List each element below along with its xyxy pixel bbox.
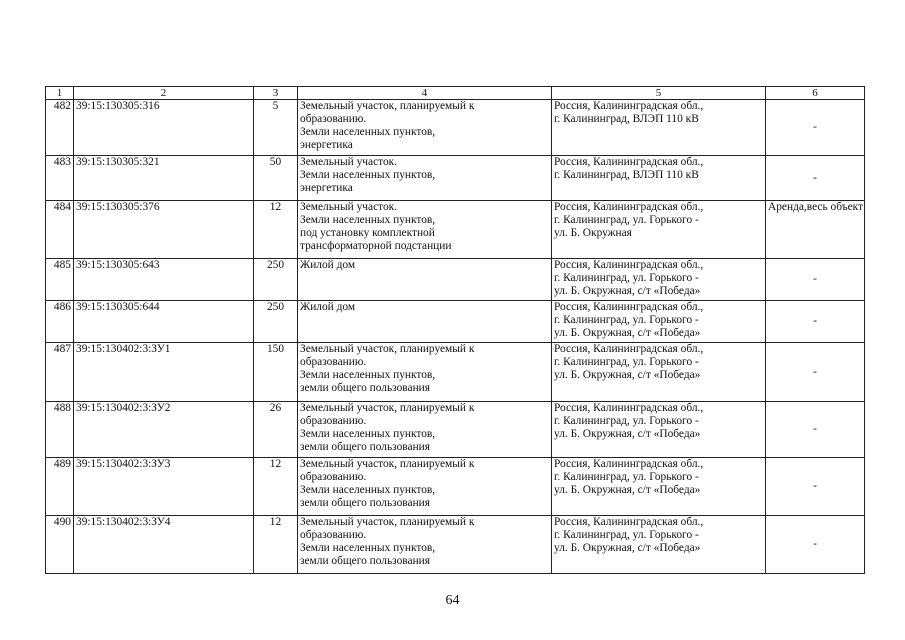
object-description-line: Земельный участок, планируемый к — [300, 402, 475, 414]
table-row — [46, 402, 865, 458]
object-address-line: Россия, Калининградская обл., — [554, 343, 704, 355]
object-address-line: Россия, Калининградская обл., — [554, 100, 704, 112]
object-address-line: г. Калининград, ул. Горького - — [554, 356, 699, 368]
encumbrance-note — [766, 343, 865, 402]
object-address — [552, 259, 766, 301]
object-description-line: трансформаторной подстанции — [300, 240, 452, 252]
object-description-line: образованию. — [300, 356, 367, 368]
encumbrance-note — [766, 301, 865, 343]
object-address-line: г. Калининград, ул. Горького - — [554, 272, 699, 284]
table-row — [46, 343, 865, 402]
cadastral-number: 39:15:130305:644 — [74, 301, 254, 343]
cadastral-number: 39:15:130402:3:ЗУ4 — [74, 516, 254, 574]
column-number: 4 — [298, 87, 552, 100]
object-description-line: образованию. — [300, 113, 367, 125]
encumbrance-note — [766, 402, 865, 458]
area-value: 12 — [254, 458, 298, 516]
object-address — [552, 156, 766, 201]
encumbrance-note — [766, 516, 865, 574]
object-description — [298, 156, 552, 201]
area-value: 250 — [254, 301, 298, 343]
object-description-line: земли общего пользования — [300, 497, 431, 509]
row-number: 482 — [46, 100, 74, 156]
encumbrance-note-line: - — [813, 538, 817, 550]
column-number: 1 — [46, 87, 74, 100]
cadastral-number: 39:15:130402:3:ЗУ3 — [74, 458, 254, 516]
cadastral-number: 39:15:130402:3:ЗУ1 — [74, 343, 254, 402]
object-description-line: Земельный участок, планируемый к — [300, 516, 475, 528]
area-value: 150 — [254, 343, 298, 402]
row-number: 490 — [46, 516, 74, 574]
object-address-line: Россия, Калининградская обл., — [554, 259, 704, 271]
object-description-line: земли общего пользования — [300, 555, 431, 567]
object-description-line: земли общего пользования — [300, 382, 431, 394]
cadastral-number: 39:15:130402:3:ЗУ2 — [74, 402, 254, 458]
row-number: 487 — [46, 343, 74, 402]
object-description — [298, 201, 552, 259]
object-description-line: Земельный участок. — [300, 201, 398, 213]
object-address — [552, 458, 766, 516]
object-description — [298, 301, 552, 343]
object-address-line: г. Калининград, ВЛЭП 110 кВ — [554, 169, 699, 181]
object-address-line: Россия, Калининградская обл., — [554, 402, 704, 414]
area-value: 12 — [254, 516, 298, 574]
object-address-line: Россия, Калининградская обл., — [554, 201, 704, 213]
object-address-line: Россия, Калининградская обл., — [554, 516, 704, 528]
object-address-line: г. Калининград, ВЛЭП 110 кВ — [554, 113, 699, 125]
encumbrance-note — [766, 259, 865, 301]
page-number: 64 — [445, 593, 460, 608]
object-description-line: Земельный участок. — [300, 156, 398, 168]
table-row — [46, 301, 865, 343]
object-description-line: земли общего пользования — [300, 441, 431, 453]
encumbrance-note-line: - — [813, 171, 817, 184]
object-description-line: образованию. — [300, 471, 367, 483]
object-description-line: Земли населенных пунктов, — [300, 428, 436, 440]
object-address — [552, 201, 766, 259]
cadastral-number: 39:15:130305:376 — [74, 201, 254, 259]
object-address-line: Россия, Калининградская обл., — [554, 301, 704, 313]
object-description-line: Жилой дом — [300, 259, 356, 271]
object-description — [298, 343, 552, 402]
object-address-line: г. Калининград, ул. Горького - — [554, 314, 699, 326]
object-description-line: образованию. — [300, 529, 367, 541]
row-number: 488 — [46, 402, 74, 458]
table-row — [46, 201, 865, 259]
column-number: 3 — [254, 87, 298, 100]
object-address-line: ул. Б. Окружная — [554, 227, 632, 239]
column-numbers-row — [46, 87, 865, 100]
object-description-line: энергетика — [300, 139, 353, 151]
object-description — [298, 458, 552, 516]
encumbrance-note — [766, 458, 865, 516]
object-description-line: Земельный участок, планируемый к — [300, 100, 475, 112]
object-description-line: Земли населенных пунктов, — [300, 542, 436, 554]
object-address — [552, 100, 766, 156]
object-description-line: Земли населенных пунктов, — [300, 126, 436, 138]
object-description-line: Земельный участок, планируемый к — [300, 343, 475, 355]
cadastral-number: 39:15:130305:643 — [74, 259, 254, 301]
object-address-line: ул. Б. Окружная, с/т «Победа» — [554, 285, 701, 297]
row-number: 486 — [46, 301, 74, 343]
object-description-line: энергетика — [300, 182, 353, 194]
encumbrance-note-line: весь объект — [806, 201, 864, 213]
encumbrance-note — [766, 201, 865, 259]
object-description-line: Земли населенных пунктов, — [300, 169, 436, 181]
column-number: 2 — [74, 87, 254, 100]
object-address — [552, 402, 766, 458]
object-description-line: образованию. — [300, 415, 367, 427]
object-address-line: ул. Б. Окружная, с/т «Победа» — [554, 369, 701, 381]
encumbrance-note-line: - — [813, 423, 817, 435]
encumbrance-note-line: Аренда, — [768, 201, 807, 213]
table-row — [46, 100, 865, 156]
object-address-line: Россия, Калининградская обл., — [554, 458, 704, 470]
row-number: 485 — [46, 259, 74, 301]
object-description-line: Жилой дом — [300, 301, 356, 313]
object-address-line: г. Калининград, ул. Горького - — [554, 529, 699, 541]
column-number: 6 — [766, 87, 865, 100]
registry-table — [45, 86, 865, 574]
object-address-line: ул. Б. Окружная, с/т «Победа» — [554, 428, 701, 440]
encumbrance-note — [766, 156, 865, 201]
object-description — [298, 402, 552, 458]
table-row — [46, 259, 865, 301]
object-description-line: под установку комплектной — [300, 227, 435, 239]
object-address-line: г. Калининград, ул. Горького - — [554, 471, 699, 483]
object-description — [298, 516, 552, 574]
object-address-line: г. Калининград, ул. Горького - — [554, 214, 699, 226]
object-description-line: Земельный участок, планируемый к — [300, 458, 475, 470]
object-address-line: ул. Б. Окружная, с/т «Победа» — [554, 542, 701, 554]
area-value: 5 — [254, 100, 298, 156]
object-description-line: Земли населенных пунктов, — [300, 484, 436, 496]
encumbrance-note-line: - — [813, 365, 817, 378]
object-description-line: Земли населенных пунктов, — [300, 369, 436, 381]
row-number: 483 — [46, 156, 74, 201]
encumbrance-note — [766, 100, 865, 156]
object-address — [552, 516, 766, 574]
object-description-line: Земли населенных пунктов, — [300, 214, 436, 226]
encumbrance-note-line: - — [813, 480, 817, 492]
area-value: 250 — [254, 259, 298, 301]
area-value: 50 — [254, 156, 298, 201]
object-address — [552, 301, 766, 343]
cadastral-number: 39:15:130305:316 — [74, 100, 254, 156]
area-value: 26 — [254, 402, 298, 458]
object-address — [552, 343, 766, 402]
object-address-line: ул. Б. Окружная, с/т «Победа» — [554, 327, 701, 339]
table-row — [46, 516, 865, 574]
table-row — [46, 458, 865, 516]
object-address-line: ул. Б. Окружная, с/т «Победа» — [554, 484, 701, 496]
area-value: 12 — [254, 201, 298, 259]
object-description — [298, 100, 552, 156]
column-number: 5 — [552, 87, 766, 100]
object-description — [298, 259, 552, 301]
encumbrance-note-line: - — [813, 315, 817, 327]
table-row — [46, 156, 865, 201]
object-address-line: г. Калининград, ул. Горького - — [554, 415, 699, 427]
encumbrance-note-line: - — [813, 121, 817, 133]
cadastral-number: 39:15:130305:321 — [74, 156, 254, 201]
encumbrance-note-line: - — [813, 273, 817, 285]
row-number: 489 — [46, 458, 74, 516]
row-number: 484 — [46, 201, 74, 259]
object-address-line: Россия, Калининградская обл., — [554, 156, 704, 168]
